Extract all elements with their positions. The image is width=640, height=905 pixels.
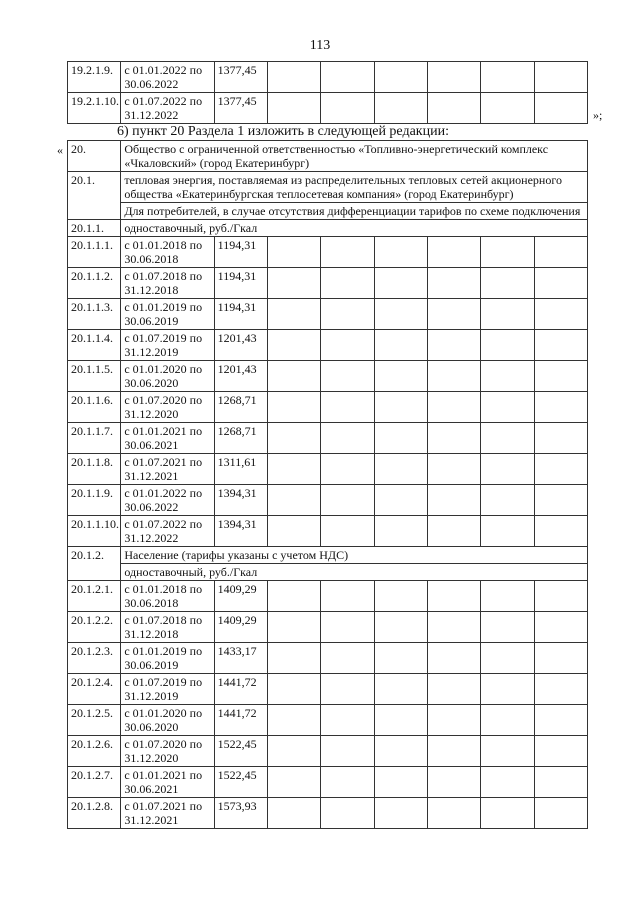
empty-cell bbox=[534, 62, 587, 93]
empty-cell bbox=[481, 392, 534, 423]
table-row bbox=[68, 581, 588, 612]
table-row bbox=[68, 612, 588, 643]
empty-cell bbox=[481, 268, 534, 299]
table-row bbox=[68, 767, 588, 798]
empty-cell bbox=[427, 798, 480, 829]
empty-cell bbox=[321, 237, 374, 268]
empty-cell bbox=[534, 485, 587, 516]
empty-cell bbox=[481, 361, 534, 392]
empty-cell bbox=[321, 581, 374, 612]
empty-cell bbox=[374, 330, 427, 361]
table-row bbox=[68, 268, 588, 299]
empty-cell bbox=[481, 423, 534, 454]
empty-cell bbox=[481, 581, 534, 612]
empty-cell bbox=[321, 330, 374, 361]
empty-cell bbox=[427, 516, 480, 547]
row-value: 1433,17 bbox=[214, 643, 267, 674]
empty-cell bbox=[321, 392, 374, 423]
row-num: 20.1.1.4. bbox=[68, 330, 121, 361]
row-period: с 01.01.2020 по 30.06.2020 bbox=[121, 361, 214, 392]
empty-cell bbox=[534, 705, 587, 736]
row-num: 20.1.1.3. bbox=[68, 299, 121, 330]
table-row bbox=[68, 330, 588, 361]
empty-cell bbox=[534, 392, 587, 423]
supply-row-num: 20.1. bbox=[68, 172, 121, 220]
row-period: с 01.07.2021 по 31.12.2021 bbox=[121, 798, 214, 829]
empty-cell bbox=[267, 423, 320, 454]
row-value: 1522,45 bbox=[214, 767, 267, 798]
empty-cell bbox=[427, 581, 480, 612]
tariff-row-1-num: 20.1.1. bbox=[68, 220, 121, 237]
row-num: 20.1.2.3. bbox=[68, 643, 121, 674]
row-period: с 01.07.2018 по 31.12.2018 bbox=[121, 268, 214, 299]
empty-cell bbox=[481, 612, 534, 643]
row-value: 1394,31 bbox=[214, 516, 267, 547]
row-value: 1573,93 bbox=[214, 798, 267, 829]
opening-quote: « bbox=[57, 143, 63, 157]
table-row bbox=[68, 705, 588, 736]
row-value: 1522,45 bbox=[214, 736, 267, 767]
empty-cell bbox=[374, 93, 427, 124]
table-row bbox=[68, 485, 588, 516]
row-num: 20.1.2.7. bbox=[68, 767, 121, 798]
empty-cell bbox=[321, 485, 374, 516]
row-value: 1194,31 bbox=[214, 299, 267, 330]
empty-cell bbox=[374, 643, 427, 674]
row-num: 20.1.1.10. bbox=[68, 516, 121, 547]
empty-cell bbox=[427, 299, 480, 330]
empty-cell bbox=[374, 705, 427, 736]
empty-cell bbox=[267, 674, 320, 705]
org-row-num: 20. bbox=[68, 141, 121, 172]
row-period: с 01.07.2022 по 31.12.2022 bbox=[121, 93, 214, 124]
table-row bbox=[68, 516, 588, 547]
empty-cell bbox=[481, 516, 534, 547]
empty-cell bbox=[267, 581, 320, 612]
empty-cell bbox=[321, 361, 374, 392]
row-period: с 01.07.2020 по 31.12.2020 bbox=[121, 392, 214, 423]
row-value: 1441,72 bbox=[214, 674, 267, 705]
empty-cell bbox=[374, 268, 427, 299]
empty-cell bbox=[427, 767, 480, 798]
row-value: 1194,31 bbox=[214, 268, 267, 299]
row-num: 19.2.1.10. bbox=[68, 93, 121, 124]
empty-cell bbox=[267, 736, 320, 767]
table-row bbox=[68, 62, 588, 93]
empty-cell bbox=[267, 643, 320, 674]
empty-cell bbox=[374, 454, 427, 485]
empty-cell bbox=[534, 299, 587, 330]
empty-cell bbox=[321, 299, 374, 330]
consumers-note: Для потребителей, в случае отсутствия дифференциации тарифов по схеме подключения bbox=[121, 203, 588, 220]
table-row bbox=[68, 299, 588, 330]
empty-cell bbox=[374, 361, 427, 392]
row-num: 20.1.1.6. bbox=[68, 392, 121, 423]
empty-cell bbox=[267, 237, 320, 268]
row-period: с 01.07.2022 по 31.12.2022 bbox=[121, 516, 214, 547]
row-num: 20.1.2.6. bbox=[68, 736, 121, 767]
empty-cell bbox=[534, 674, 587, 705]
tariff-row-1 bbox=[68, 220, 588, 237]
empty-cell bbox=[267, 299, 320, 330]
empty-cell bbox=[427, 423, 480, 454]
empty-cell bbox=[267, 93, 320, 124]
empty-cell bbox=[267, 705, 320, 736]
row-value: 1409,29 bbox=[214, 612, 267, 643]
table-row bbox=[68, 798, 588, 829]
row-period: с 01.01.2021 по 30.06.2021 bbox=[121, 767, 214, 798]
empty-cell bbox=[374, 767, 427, 798]
empty-cell bbox=[374, 299, 427, 330]
row-period: с 01.01.2019 по 30.06.2019 bbox=[121, 299, 214, 330]
row-num: 20.1.1.7. bbox=[68, 423, 121, 454]
empty-cell bbox=[321, 454, 374, 485]
empty-cell bbox=[374, 392, 427, 423]
tariff-row-2-text: одноставочный, руб./Гкал bbox=[121, 564, 588, 581]
empty-cell bbox=[321, 62, 374, 93]
empty-cell bbox=[481, 485, 534, 516]
empty-cell bbox=[267, 361, 320, 392]
empty-cell bbox=[267, 612, 320, 643]
empty-cell bbox=[321, 516, 374, 547]
empty-cell bbox=[534, 93, 587, 124]
empty-cell bbox=[267, 516, 320, 547]
supply-row bbox=[68, 172, 588, 203]
empty-cell bbox=[534, 237, 587, 268]
row-value: 1268,71 bbox=[214, 392, 267, 423]
empty-cell bbox=[321, 674, 374, 705]
consumers-note-row bbox=[68, 203, 588, 220]
empty-cell bbox=[321, 612, 374, 643]
tariff-row-1-text: одноставочный, руб./Гкал bbox=[121, 220, 588, 237]
empty-cell bbox=[481, 643, 534, 674]
org-row bbox=[68, 141, 588, 172]
empty-cell bbox=[534, 767, 587, 798]
table-row bbox=[68, 392, 588, 423]
row-value: 1194,31 bbox=[214, 237, 267, 268]
table-row bbox=[68, 454, 588, 485]
empty-cell bbox=[321, 643, 374, 674]
row-value: 1201,43 bbox=[214, 361, 267, 392]
tariff-row-2 bbox=[68, 564, 588, 581]
empty-cell bbox=[534, 581, 587, 612]
row-period: с 01.01.2022 по 30.06.2022 bbox=[121, 62, 214, 93]
row-value: 1394,31 bbox=[214, 485, 267, 516]
population-row-text: Население (тарифы указаны с учетом НДС) bbox=[121, 547, 588, 564]
empty-cell bbox=[427, 361, 480, 392]
empty-cell bbox=[481, 93, 534, 124]
empty-cell bbox=[267, 392, 320, 423]
empty-cell bbox=[481, 705, 534, 736]
row-period: с 01.01.2021 по 30.06.2021 bbox=[121, 423, 214, 454]
row-value: 1409,29 bbox=[214, 581, 267, 612]
empty-cell bbox=[534, 361, 587, 392]
empty-cell bbox=[374, 516, 427, 547]
row-num: 20.1.1.9. bbox=[68, 485, 121, 516]
row-num: 20.1.2.2. bbox=[68, 612, 121, 643]
empty-cell bbox=[481, 62, 534, 93]
empty-cell bbox=[427, 392, 480, 423]
population-row bbox=[68, 547, 588, 564]
row-num: 19.2.1.9. bbox=[68, 62, 121, 93]
row-num: 20.1.2.4. bbox=[68, 674, 121, 705]
empty-cell bbox=[321, 423, 374, 454]
row-value: 1441,72 bbox=[214, 705, 267, 736]
empty-cell bbox=[481, 454, 534, 485]
empty-cell bbox=[267, 330, 320, 361]
empty-cell bbox=[374, 674, 427, 705]
empty-cell bbox=[321, 798, 374, 829]
row-num: 20.1.2.5. bbox=[68, 705, 121, 736]
row-period: с 01.07.2021 по 31.12.2021 bbox=[121, 454, 214, 485]
empty-cell bbox=[481, 674, 534, 705]
row-period: с 01.01.2019 по 30.06.2019 bbox=[121, 643, 214, 674]
tariff-table-section-20 bbox=[67, 140, 588, 829]
empty-cell bbox=[427, 485, 480, 516]
empty-cell bbox=[321, 93, 374, 124]
table-row bbox=[68, 361, 588, 392]
row-num: 20.1.1.2. bbox=[68, 268, 121, 299]
empty-cell bbox=[374, 798, 427, 829]
empty-cell bbox=[534, 736, 587, 767]
table-row bbox=[68, 643, 588, 674]
page-number: 113 bbox=[309, 38, 331, 53]
row-num: 20.1.1.8. bbox=[68, 454, 121, 485]
table-row bbox=[68, 237, 588, 268]
table-row bbox=[68, 674, 588, 705]
empty-cell bbox=[374, 581, 427, 612]
supply-row-text: тепловая энергия, поставляемая из распределительных тепловых сетей акционерного общества «Екатеринбургская теплосетевая компания» (город Екатеринбург) bbox=[121, 172, 588, 203]
empty-cell bbox=[534, 268, 587, 299]
row-period: с 01.07.2019 по 31.12.2019 bbox=[121, 674, 214, 705]
empty-cell bbox=[267, 798, 320, 829]
empty-cell bbox=[534, 643, 587, 674]
empty-cell bbox=[427, 93, 480, 124]
row-num: 20.1.2.1. bbox=[68, 581, 121, 612]
empty-cell bbox=[374, 612, 427, 643]
row-value: 1377,45 bbox=[214, 93, 267, 124]
empty-cell bbox=[534, 798, 587, 829]
row-value: 1201,43 bbox=[214, 330, 267, 361]
empty-cell bbox=[321, 767, 374, 798]
table-row bbox=[68, 93, 588, 124]
empty-cell bbox=[534, 423, 587, 454]
empty-cell bbox=[427, 705, 480, 736]
empty-cell bbox=[481, 299, 534, 330]
row-period: с 01.07.2020 по 31.12.2020 bbox=[121, 736, 214, 767]
empty-cell bbox=[267, 62, 320, 93]
empty-cell bbox=[427, 736, 480, 767]
row-period: с 01.01.2022 по 30.06.2022 bbox=[121, 485, 214, 516]
row-num: 20.1.1.1. bbox=[68, 237, 121, 268]
empty-cell bbox=[481, 798, 534, 829]
row-num: 20.1.1.5. bbox=[68, 361, 121, 392]
empty-cell bbox=[374, 237, 427, 268]
empty-cell bbox=[427, 62, 480, 93]
empty-cell bbox=[534, 516, 587, 547]
table-row bbox=[68, 423, 588, 454]
row-period: с 01.07.2019 по 31.12.2019 bbox=[121, 330, 214, 361]
empty-cell bbox=[374, 736, 427, 767]
empty-cell bbox=[427, 674, 480, 705]
empty-cell bbox=[267, 485, 320, 516]
empty-cell bbox=[534, 612, 587, 643]
population-row-num: 20.1.2. bbox=[68, 547, 121, 581]
amendment-heading: 6) пункт 20 Раздела 1 изложить в следующей редакции: bbox=[117, 124, 449, 139]
org-row-text: Общество с ограниченной ответственностью «Топливно-энергетический комплекс «Чкаловский» (город Екатеринбург) bbox=[121, 141, 588, 172]
tariff-table-continuation bbox=[67, 61, 588, 124]
empty-cell bbox=[481, 767, 534, 798]
empty-cell bbox=[481, 736, 534, 767]
row-value: 1377,45 bbox=[214, 62, 267, 93]
empty-cell bbox=[481, 330, 534, 361]
empty-cell bbox=[427, 612, 480, 643]
empty-cell bbox=[321, 736, 374, 767]
empty-cell bbox=[427, 454, 480, 485]
empty-cell bbox=[481, 237, 534, 268]
empty-cell bbox=[427, 330, 480, 361]
row-num: 20.1.2.8. bbox=[68, 798, 121, 829]
empty-cell bbox=[321, 268, 374, 299]
empty-cell bbox=[427, 268, 480, 299]
empty-cell bbox=[374, 485, 427, 516]
empty-cell bbox=[374, 423, 427, 454]
row-period: с 01.07.2018 по 31.12.2018 bbox=[121, 612, 214, 643]
empty-cell bbox=[374, 62, 427, 93]
empty-cell bbox=[427, 237, 480, 268]
empty-cell bbox=[534, 330, 587, 361]
row-period: с 01.01.2018 по 30.06.2018 bbox=[121, 237, 214, 268]
empty-cell bbox=[534, 454, 587, 485]
row-period: с 01.01.2020 по 30.06.2020 bbox=[121, 705, 214, 736]
empty-cell bbox=[427, 643, 480, 674]
row-value: 1311,61 bbox=[214, 454, 267, 485]
empty-cell bbox=[321, 705, 374, 736]
table-row bbox=[68, 736, 588, 767]
empty-cell bbox=[267, 767, 320, 798]
empty-cell bbox=[267, 268, 320, 299]
row-value: 1268,71 bbox=[214, 423, 267, 454]
row-period: с 01.01.2018 по 30.06.2018 bbox=[121, 581, 214, 612]
empty-cell bbox=[267, 454, 320, 485]
closing-quote: »; bbox=[593, 108, 603, 122]
